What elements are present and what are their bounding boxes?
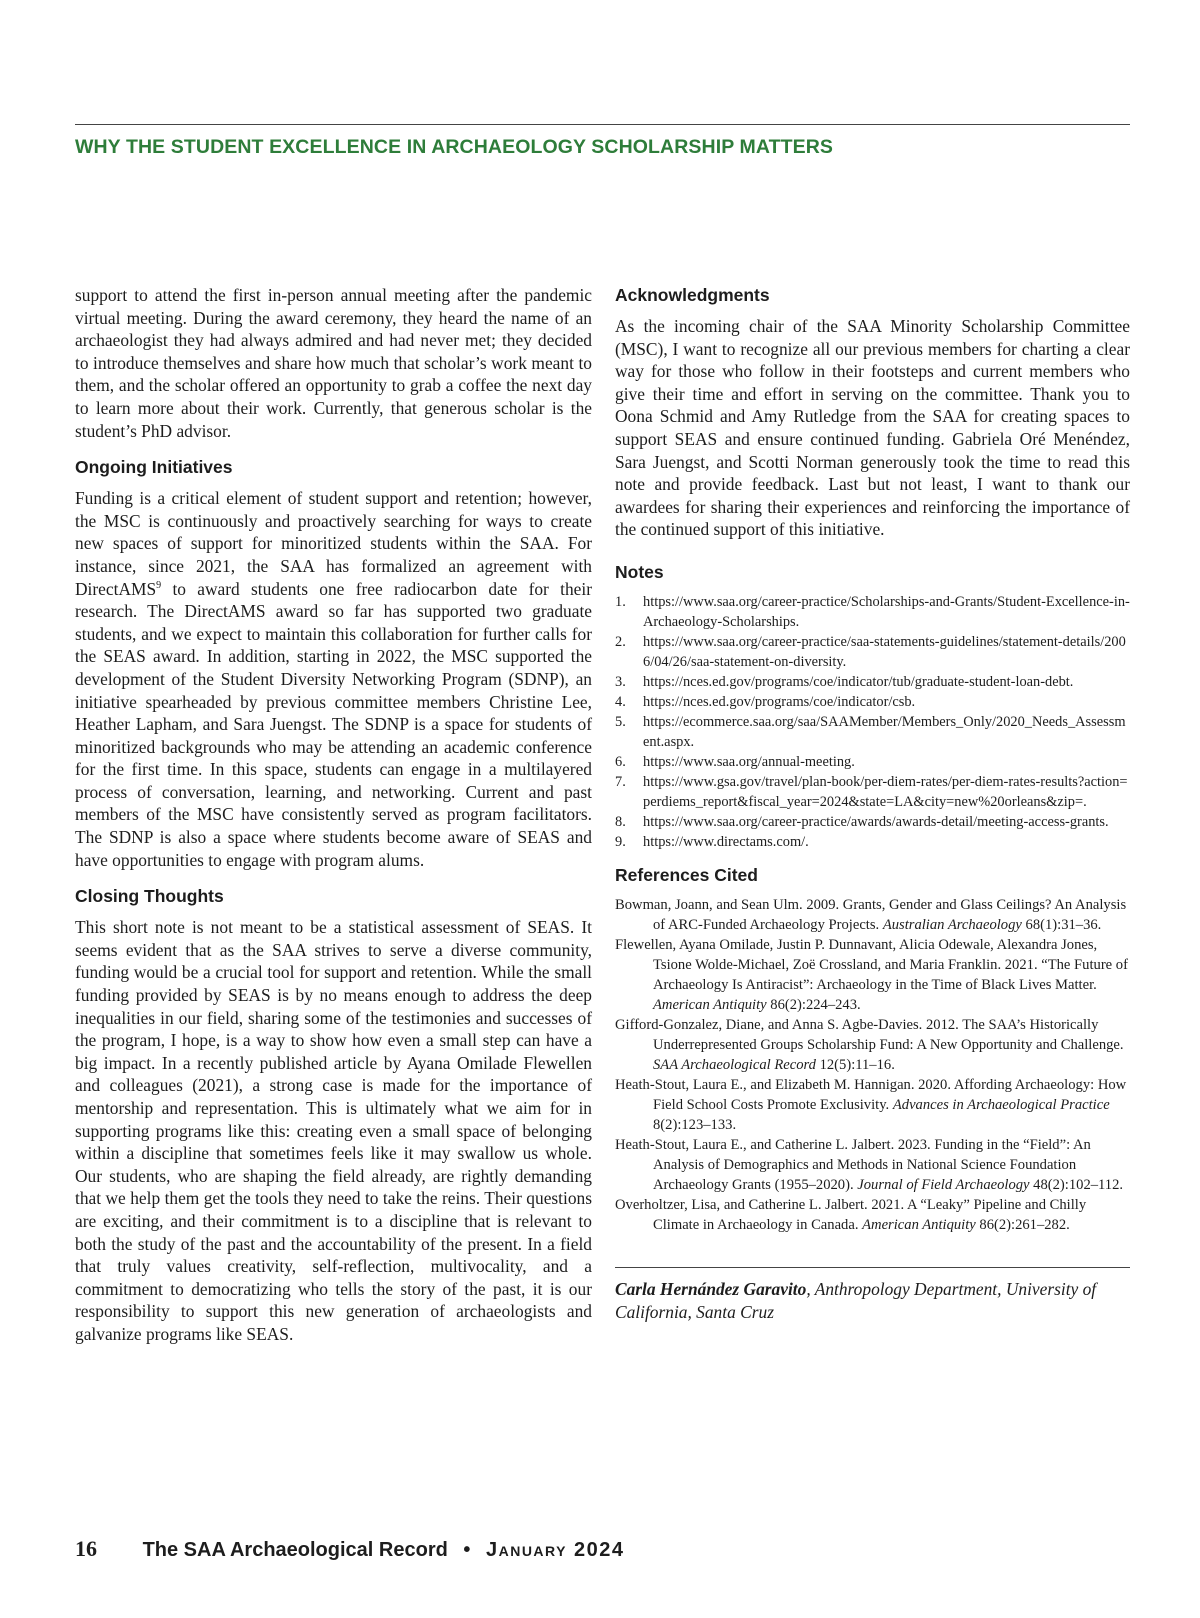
author-rule bbox=[615, 1267, 1130, 1268]
header-rule bbox=[75, 124, 1130, 125]
reference-entry bbox=[615, 1135, 1130, 1195]
note-url[interactable]: https://www.gsa.gov/travel/plan-book/per-diem-rates/per-diem-rates-results?action=perdiems_report&fiscal_year=2024&state=LA&city=new%20orleans&zip=. bbox=[643, 773, 1128, 810]
note-item bbox=[615, 632, 1130, 672]
note-url[interactable]: https://www.saa.org/annual-meeting. bbox=[643, 753, 855, 770]
note-item bbox=[615, 712, 1130, 752]
note-url[interactable]: https://www.saa.org/career-practice/saa-statements-guidelines/statement-details/2006/04/26/saa-statement-on-diversity. bbox=[643, 633, 1126, 670]
reference-text: Flewellen, Ayana Omilade, Justin P. Dunnavant, Alicia Odewale, Alexandra Jones, Tsione Wolde-Michael, Zoë Crossland, and Maria Franklin. 2021. “The Future of Archaeology Is Antiracist”: Archaeology in the Time of Black Lives Matter. bbox=[615, 936, 1128, 993]
reference-journal: SAA Archaeological Record bbox=[653, 1056, 816, 1073]
author-byline bbox=[615, 1278, 1130, 1323]
reference-citation: 86(2):261–282. bbox=[975, 1216, 1070, 1233]
ongoing-initiatives-paragraph bbox=[75, 487, 592, 871]
note-url[interactable]: https://ecommerce.saa.org/saa/SAAMember/Members_Only/2020_Needs_Assessment.aspx. bbox=[643, 713, 1126, 750]
reference-entry bbox=[615, 1075, 1130, 1135]
note-url[interactable]: https://nces.ed.gov/programs/coe/indicator/csb. bbox=[643, 693, 916, 710]
note-url[interactable]: https://www.saa.org/career-practice/Scholarships-and-Grants/Student-Excellence-in-Archaeology-Scholarships. bbox=[643, 593, 1130, 630]
author-affiliation: , Anthropology Department, University of California, Santa Cruz bbox=[615, 1278, 1097, 1322]
note-item bbox=[615, 672, 1130, 692]
ongoing-initiatives-heading: Ongoing Initiatives bbox=[75, 457, 233, 478]
note-url[interactable]: https://www.saa.org/career-practice/awards/awards-detail/meeting-access-grants. bbox=[643, 813, 1109, 830]
reference-text: Bowman, Joann, and Sean Ulm. 2009. Grants, Gender and Glass Ceilings? An Analysis of ARC-Funded Archaeology Projects. bbox=[615, 896, 1127, 933]
closing-thoughts-heading: Closing Thoughts bbox=[75, 886, 224, 907]
note-number: 5. bbox=[615, 713, 626, 730]
reference-journal: American Antiquity bbox=[653, 996, 767, 1013]
note-number: 6. bbox=[615, 753, 626, 770]
acknowledgments-heading: Acknowledgments bbox=[615, 285, 770, 305]
references-cited-heading: References Cited bbox=[615, 864, 758, 885]
note-url[interactable]: https://www.directams.com/. bbox=[643, 833, 809, 850]
note-item bbox=[615, 592, 1130, 632]
left-column bbox=[75, 284, 592, 1346]
note-item bbox=[615, 832, 1130, 852]
footer-separator: • bbox=[463, 1539, 471, 1561]
author-name: Carla Hernández Garavito bbox=[615, 1278, 807, 1299]
notes-list bbox=[615, 592, 1130, 852]
ongoing-text-part2: to award students one free radiocarbon date for their research. The DirectAMS award so far has supported two graduate students, and we expect to maintain this collaboration for further calls for the SEAS award. In addition, starting in 2022, the MSC supported the development of the Student Diversity Networking Program (SDNP), an initiative spearheaded by previous committee members Christine Lee, Heather Lapham, and Sara Juengst. The SDNP is a space for students of minoritized backgrounds who may be attending an academic conference for the first time. In this space, students can engage in a multilayered process of conversation, learning, and networking. Current and past members of the MSC have consistently served as program facilitators. The SDNP is also a space where students become aware of SEAS and have opportunities to engage with program alums. bbox=[75, 578, 592, 870]
note-item bbox=[615, 772, 1130, 812]
ongoing-text-part1: Funding is a critical element of student support and retention; however, the MSC is continuously and proactively searching for ways to create new spaces of support for minoritized students within the SAA. For instance, since 2021, the SAA has formalized an agreement with DirectAMS bbox=[75, 488, 592, 599]
acknowledgments-paragraph: As the incoming chair of the SAA Minority Scholarship Committee (MSC), I want to recognize all our previous members for charting a clear way for those who follow in their footsteps and current members who give their time and effort in serving on the committee. Thank you to Oona Schmid and Amy Rutledge from the SAA for creating spaces to support SEAS and ensure continued funding. Gabriela Oré Menéndez, Sara Juengst, and Scotti Norman generously took the time to read this note and provide feedback. Last but not least, I want to thank our awardees for sharing their experiences and reinforcing the importance of the continued support of this initiative. bbox=[615, 316, 1130, 540]
note-number: 9. bbox=[615, 833, 626, 850]
note-item bbox=[615, 692, 1130, 712]
note-number: 1. bbox=[615, 593, 626, 610]
reference-citation: 86(2):224–243. bbox=[766, 996, 861, 1013]
section-header-title: WHY THE STUDENT EXCELLENCE IN ARCHAEOLOGY SCHOLARSHIP MATTERS bbox=[75, 136, 833, 158]
page-number: 16 bbox=[75, 1536, 97, 1561]
reference-text: Overholtzer, Lisa, and Catherine L. Jalbert. 2021. A “Leaky” Pipeline and Chilly Climate in Archaeology in Canada. bbox=[615, 1196, 1087, 1233]
reference-journal: Journal of Field Archaeology bbox=[857, 1176, 1030, 1193]
note-number: 7. bbox=[615, 773, 626, 790]
note-number: 8. bbox=[615, 813, 626, 830]
note-number: 3. bbox=[615, 673, 626, 690]
reference-text: Heath-Stout, Laura E., and Catherine L. Jalbert. 2023. Funding in the “Field”: An Analysis of Demographics and Methods in National Science Foundation Archaeology Grants (1955–2020). bbox=[615, 1136, 1091, 1193]
page-footer bbox=[75, 1536, 625, 1562]
reference-entry bbox=[615, 1195, 1130, 1235]
right-column bbox=[615, 284, 1130, 1323]
note-item bbox=[615, 752, 1130, 772]
issue-date: January 2024 bbox=[485, 1539, 625, 1561]
reference-journal: Australian Archaeology bbox=[882, 916, 1022, 933]
reference-entry bbox=[615, 895, 1130, 935]
intro-paragraph: support to attend the first in-person annual meeting after the pandemic virtual meeting. During the award ceremony, they heard the name of an archaeologist they had always admired and had never met; they decided to introduce themselves and share how much that scholar’s work meant to them, and the scholar offered an opportunity to grab a coffee the next day to learn more about their work. Currently, that generous scholar is the student’s PhD advisor. bbox=[75, 285, 592, 441]
note-item bbox=[615, 812, 1130, 832]
reference-citation: 12(5):11–16. bbox=[815, 1056, 895, 1073]
reference-citation: 48(2):102–112. bbox=[1029, 1176, 1124, 1193]
reference-entry bbox=[615, 1015, 1130, 1075]
reference-citation: 8(2):123–133. bbox=[653, 1116, 737, 1133]
reference-entry bbox=[615, 935, 1130, 1015]
closing-thoughts-paragraph: This short note is not meant to be a statistical assessment of SEAS. It seems evident that as the SAA strives to serve a diverse community, funding would be a crucial tool for support and retention. While the small funding provided by SEAS is by no means enough to address the deep inequalities in our field, sharing some of the testimonies and successes of the program, I hope, is a way to show how even a small step can have a big impact. In a recently published article by Ayana Omilade Flewellen and colleagues (2021), a strong case is made for the importance of mentorship and representation. This is ultimately what we aim for in supporting programs like this: creating even a small space of belonging within a discipline that sometimes feels like it may swallow us whole. Our students, who are shaping the field already, are rightly demanding that we help them get the tools they need to take the reins. Their questions are exciting, and their commitment is to a discipline that is relevant to both the study of the past and the accountability of the present. In a field that truly values creativity, self-reflection, multivocality, and a commitment to democratizing who tells the story of the past, it is our responsibility to support this new generation of archaeologists and galvanize programs like SEAS. bbox=[75, 917, 592, 1344]
references-list bbox=[615, 895, 1130, 1235]
reference-text: Gifford-Gonzalez, Diane, and Anna S. Agbe-Davies. 2012. The SAA’s Historically Underrepresented Groups Scholarship Fund: A New Opportunity and Challenge. bbox=[615, 1016, 1124, 1053]
reference-citation: 68(1):31–36. bbox=[1021, 916, 1102, 933]
notes-heading: Notes bbox=[615, 561, 664, 582]
reference-journal: Advances in Archaeological Practice bbox=[892, 1096, 1110, 1113]
note-url[interactable]: https://nces.ed.gov/programs/coe/indicator/tub/graduate-student-loan-debt. bbox=[643, 673, 1074, 690]
reference-text: Heath-Stout, Laura E., and Elizabeth M. Hannigan. 2020. Affording Archaeology: How Field School Costs Promote Exclusivity. bbox=[615, 1076, 1127, 1113]
reference-journal: American Antiquity bbox=[862, 1216, 976, 1233]
note-number: 4. bbox=[615, 693, 626, 710]
footnote-mark-9: 9 bbox=[156, 579, 162, 591]
publication-title: The SAA Archaeological Record bbox=[142, 1539, 448, 1561]
note-number: 2. bbox=[615, 633, 626, 650]
